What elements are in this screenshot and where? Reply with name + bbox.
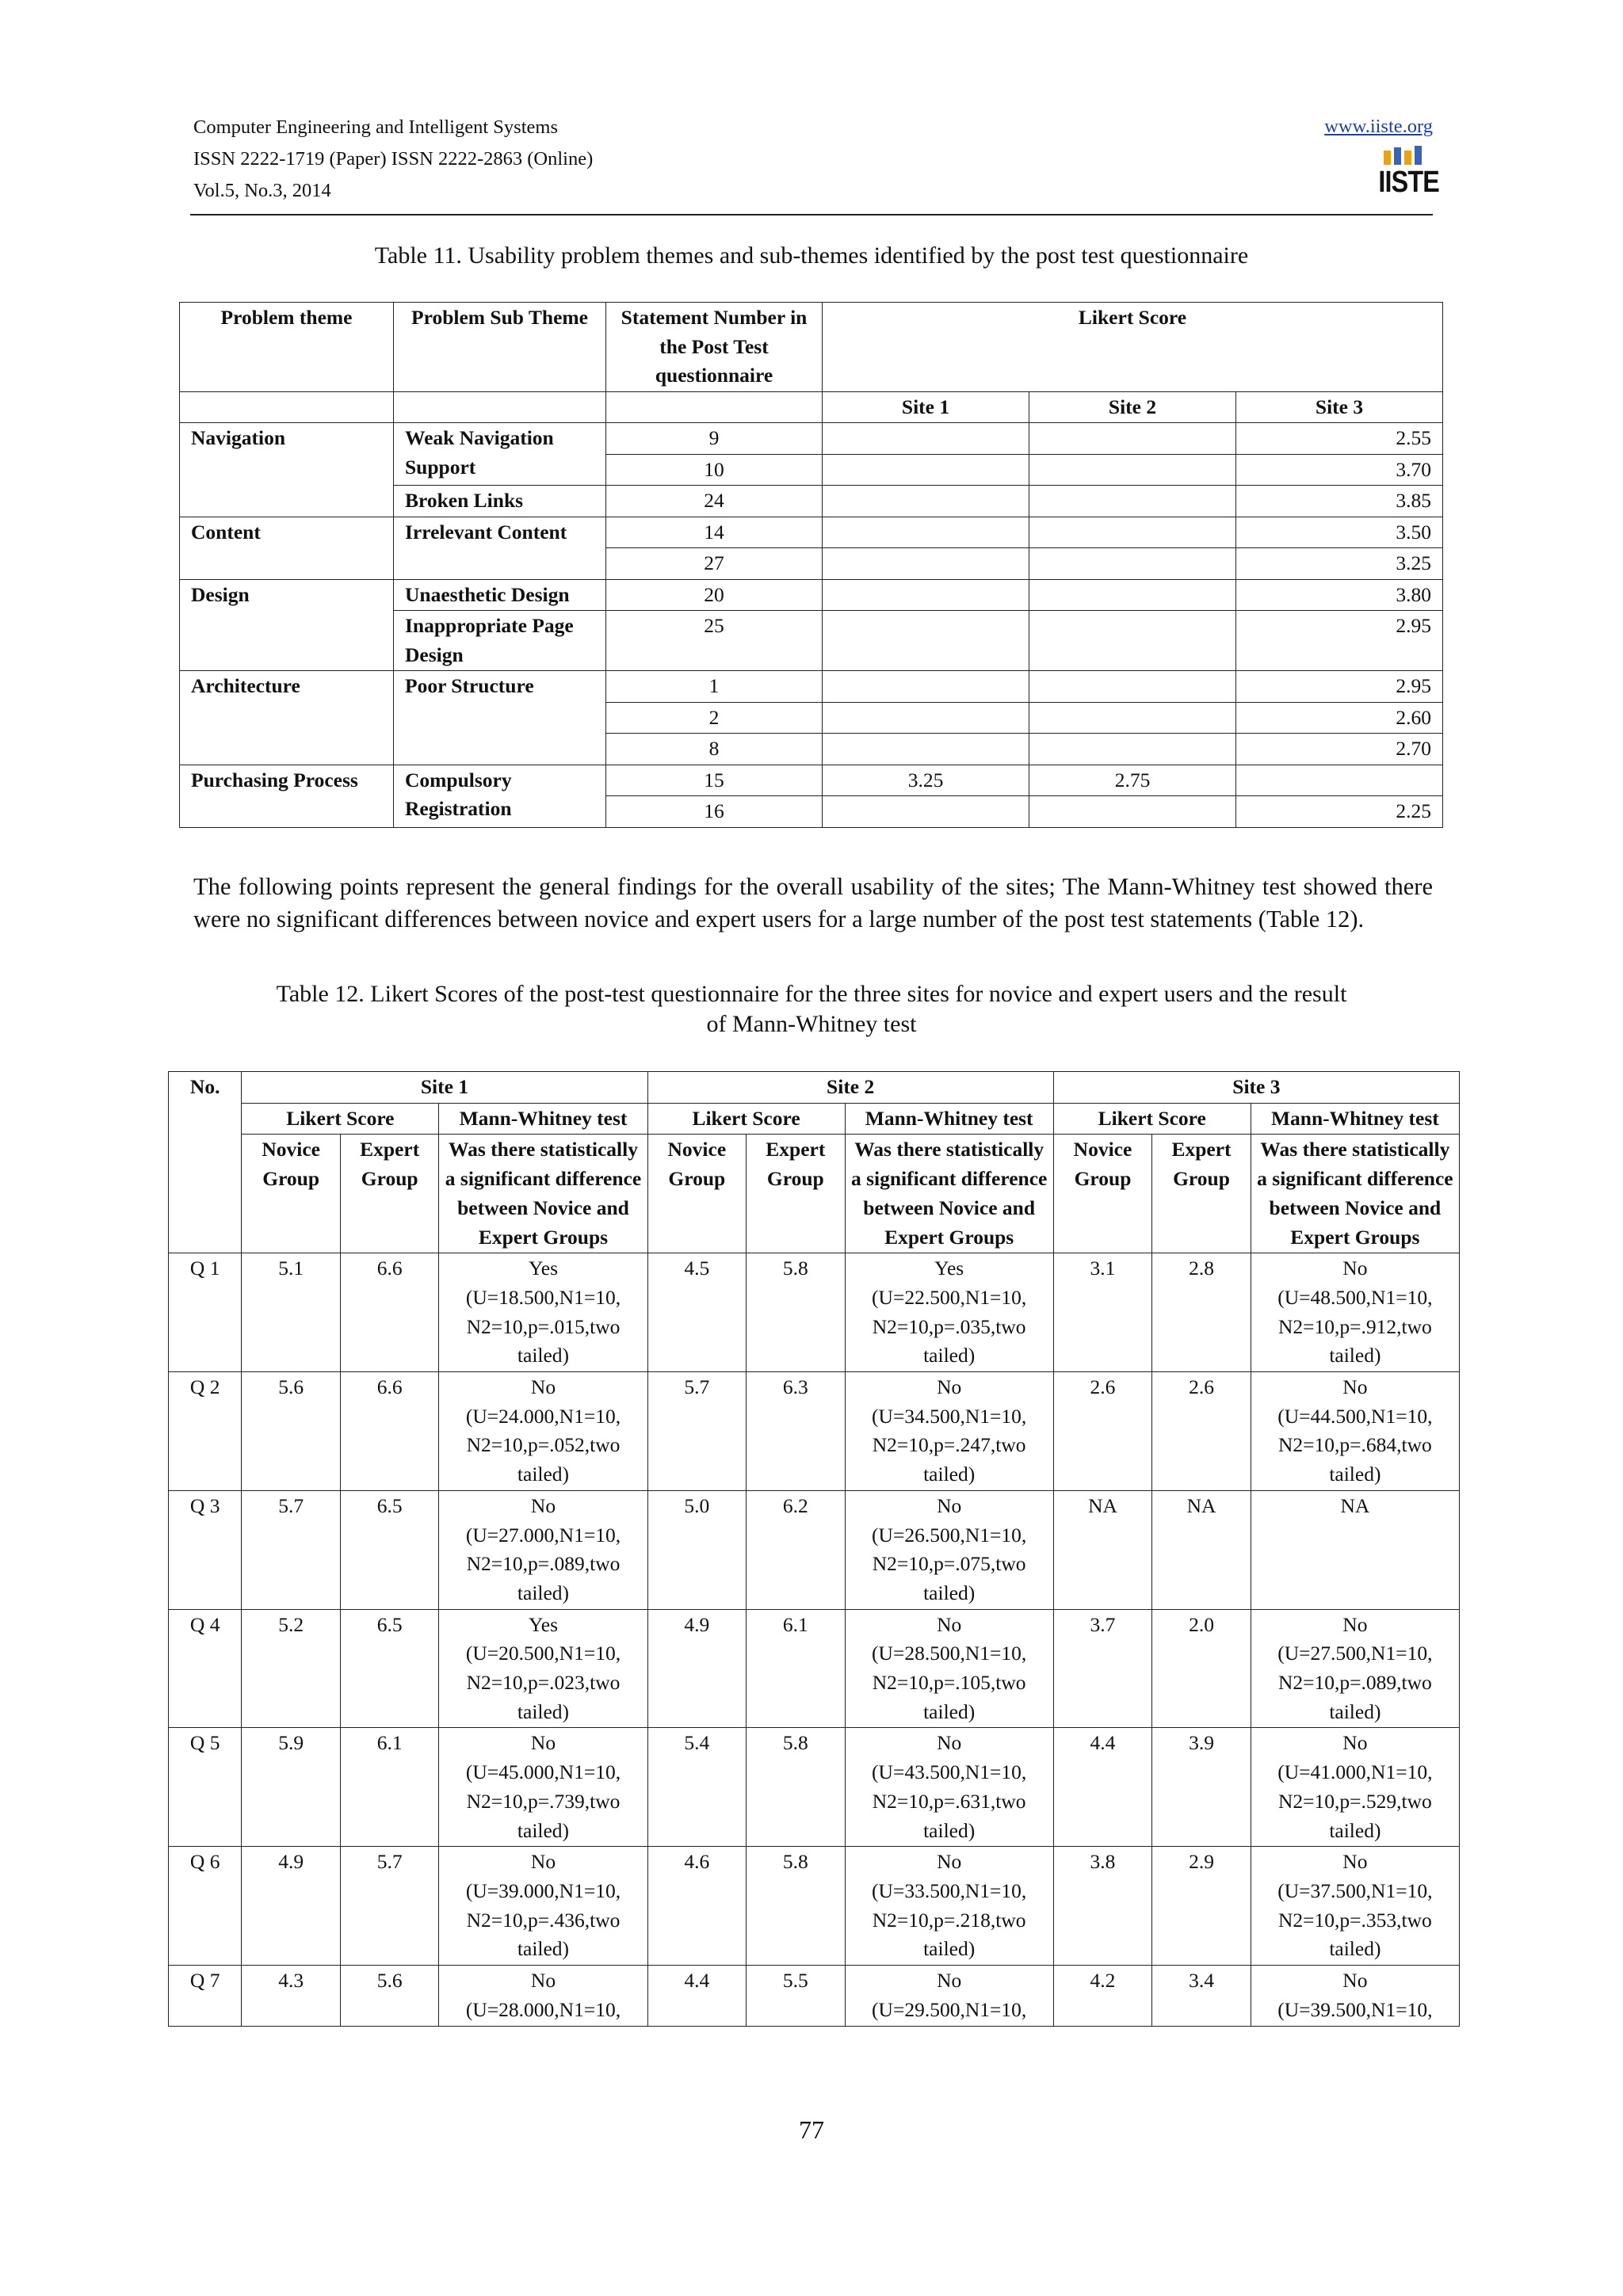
test-statistics: (U=34.500,N1=10, N2=10,p=.247,two tailed)	[872, 1404, 1027, 1486]
novice-score: 5.4	[647, 1728, 747, 1847]
table-row	[180, 579, 1443, 611]
site1-score	[823, 611, 1029, 671]
subtheme-cell: Poor Structure	[394, 671, 606, 765]
test-statistics: (U=24.000,N1=10, N2=10,p=.052,two tailed)	[465, 1404, 621, 1486]
mann-whitney-result	[1251, 1609, 1459, 1728]
site1-score: 3.25	[823, 765, 1029, 796]
novice-score: 2.6	[1053, 1372, 1152, 1491]
question-number: Q 5	[169, 1728, 242, 1847]
table-row	[180, 517, 1443, 548]
logo-bars	[1374, 146, 1431, 165]
table-row	[169, 1372, 1460, 1491]
header-rule	[190, 214, 1433, 215]
significance-answer: No	[937, 1731, 962, 1755]
test-statistics: (U=27.000,N1=10, N2=10,p=.089,two tailed)	[465, 1523, 621, 1604]
novice-score: 5.6	[242, 1372, 341, 1491]
novice-score: 3.1	[1053, 1253, 1152, 1372]
test-statistics: (U=39.500,N1=10,	[1277, 1997, 1433, 2021]
expert-score: 6.1	[340, 1728, 439, 1847]
statement-cell: 10	[606, 454, 823, 486]
th-no: No.	[169, 1072, 242, 1253]
test-statistics: (U=20.500,N1=10, N2=10,p=.023,two tailed)	[465, 1642, 621, 1723]
mann-whitney-result	[1251, 1966, 1459, 2026]
statement-cell: 25	[606, 611, 823, 671]
expert-score: 5.8	[747, 1847, 846, 1966]
theme-cell: Design	[180, 579, 394, 671]
logo-bar	[1394, 147, 1401, 165]
significance-answer: No	[1342, 1257, 1368, 1280]
mann-whitney-result	[845, 1490, 1053, 1609]
significance-answer: No	[530, 1375, 556, 1399]
expert-score: 6.3	[747, 1372, 846, 1491]
th-problem-subtheme: Problem Sub Theme	[394, 303, 606, 392]
th-significance-question: Was there statistically a significant difference between Novice and Expert Groups	[845, 1135, 1053, 1253]
test-statistics: (U=28.000,N1=10,	[465, 1997, 621, 2021]
novice-score: 5.7	[647, 1372, 747, 1491]
expert-score: 5.8	[747, 1253, 846, 1372]
significance-answer: NA	[1340, 1493, 1370, 1517]
theme-cell: Architecture	[180, 671, 394, 765]
expert-score: 6.1	[747, 1609, 846, 1728]
site1-score	[823, 579, 1029, 611]
table-cell	[394, 391, 606, 423]
question-number: Q 7	[169, 1966, 242, 2026]
th-site3: Site 3	[1053, 1072, 1459, 1104]
th-site1: Site 1	[823, 391, 1029, 423]
expert-score: 5.8	[747, 1728, 846, 1847]
site1-score	[823, 517, 1029, 548]
expert-score: 6.5	[340, 1490, 439, 1609]
statement-cell: 1	[606, 671, 823, 703]
site1-score	[823, 671, 1029, 703]
site1-score	[823, 486, 1029, 517]
th-likert-score: Likert Score	[1053, 1103, 1251, 1135]
significance-answer: No	[937, 1850, 962, 1874]
mann-whitney-result	[845, 1728, 1053, 1847]
th-novice: Novice Group	[1053, 1135, 1152, 1253]
novice-score: 5.7	[242, 1490, 341, 1609]
issn-line: ISSN 2222-1719 (Paper) ISSN 2222-2863 (Online)	[193, 148, 594, 170]
novice-score: 3.8	[1053, 1847, 1152, 1966]
site1-score	[823, 454, 1029, 486]
logo-bar	[1404, 151, 1411, 165]
significance-answer: No	[1342, 1612, 1368, 1636]
test-statistics: (U=27.500,N1=10, N2=10,p=.089,two tailed)	[1277, 1642, 1433, 1723]
test-statistics: (U=37.500,N1=10, N2=10,p=.353,two tailed)	[1277, 1878, 1433, 1961]
volume-line: Vol.5, No.3, 2014	[193, 180, 331, 201]
logo-text: IISTE	[1378, 166, 1439, 199]
significance-answer: No	[1342, 1850, 1368, 1874]
th-site2: Site 2	[1029, 391, 1236, 423]
statement-cell: 16	[606, 796, 823, 828]
expert-score: 6.6	[340, 1372, 439, 1491]
significance-answer: No	[530, 1850, 556, 1874]
table-row	[169, 1847, 1460, 1966]
statement-cell: 15	[606, 765, 823, 796]
th-novice: Novice Group	[647, 1135, 747, 1253]
table-cell	[606, 391, 823, 423]
significance-answer: Yes	[528, 1257, 559, 1280]
test-statistics: (U=45.000,N1=10, N2=10,p=.739,two tailed)	[465, 1760, 621, 1842]
th-likert-score: Likert Score	[823, 303, 1443, 392]
site3-score: 2.95	[1236, 671, 1443, 703]
site3-score: 3.50	[1236, 517, 1443, 548]
th-site2: Site 2	[647, 1072, 1053, 1104]
table-row	[169, 1966, 1460, 2026]
table-row	[169, 1609, 1460, 1728]
mann-whitney-result	[845, 1609, 1053, 1728]
site2-score	[1029, 671, 1236, 703]
test-statistics: (U=41.000,N1=10, N2=10,p=.529,two tailed)	[1277, 1760, 1433, 1842]
mann-whitney-result	[845, 1372, 1053, 1491]
table11-site-row	[180, 391, 1443, 423]
site1-score	[823, 734, 1029, 765]
novice-score: 4.9	[242, 1847, 341, 1966]
table-row	[169, 1253, 1460, 1372]
th-problem-theme: Problem theme	[180, 303, 394, 392]
theme-cell: Content	[180, 517, 394, 579]
question-number: Q 6	[169, 1847, 242, 1966]
th-mann-whitney: Mann-Whitney test	[845, 1103, 1053, 1135]
expert-score: 2.0	[1152, 1609, 1251, 1728]
table12-group-row	[169, 1135, 1460, 1253]
expert-score: NA	[1152, 1490, 1251, 1609]
subtheme-cell: Compulsory Registration	[394, 765, 606, 827]
site2-score	[1029, 579, 1236, 611]
th-likert-score: Likert Score	[647, 1103, 845, 1135]
subtheme-cell: Unaesthetic Design	[394, 579, 606, 611]
significance-answer: No	[937, 1612, 962, 1636]
mann-whitney-result	[1251, 1253, 1459, 1372]
novice-score: 4.2	[1053, 1966, 1152, 2026]
th-significance-question: Was there statistically a significant difference between Novice and Expert Groups	[1251, 1135, 1459, 1253]
website-link[interactable]: www.iiste.org	[1324, 116, 1433, 137]
statement-cell: 2	[606, 702, 823, 734]
site3-score: 3.70	[1236, 454, 1443, 486]
theme-cell: Navigation	[180, 423, 394, 517]
novice-score: 4.3	[242, 1966, 341, 2026]
significance-answer: No	[937, 1493, 962, 1517]
th-expert: Expert Group	[1152, 1135, 1251, 1253]
significance-answer: No	[1342, 1969, 1368, 1993]
journal-title: Computer Engineering and Intelligent Systems	[193, 116, 558, 138]
site3-score: 2.60	[1236, 702, 1443, 734]
site2-score: 2.75	[1029, 765, 1236, 796]
significance-answer: Yes	[934, 1257, 964, 1280]
expert-score: 2.8	[1152, 1253, 1251, 1372]
table-row	[180, 423, 1443, 455]
significance-answer: No	[1342, 1731, 1368, 1755]
novice-score: 4.9	[647, 1609, 747, 1728]
novice-score: 5.0	[647, 1490, 747, 1609]
site3-score: 3.85	[1236, 486, 1443, 517]
site2-score	[1029, 548, 1236, 580]
site1-score	[823, 702, 1029, 734]
novice-score: 5.2	[242, 1609, 341, 1728]
significance-answer: No	[937, 1375, 962, 1399]
question-number: Q 1	[169, 1253, 242, 1372]
significance-answer: No	[937, 1969, 962, 1993]
th-mann-whitney: Mann-Whitney test	[439, 1103, 647, 1135]
mann-whitney-result	[439, 1847, 647, 1966]
site1-score	[823, 423, 1029, 455]
table12-body	[169, 1253, 1460, 2026]
th-site1: Site 1	[242, 1072, 647, 1104]
mann-whitney-result	[439, 1966, 647, 2026]
site1-score	[823, 548, 1029, 580]
table11-header-row	[180, 303, 1443, 392]
th-significance-question: Was there statistically a significant difference between Novice and Expert Groups	[439, 1135, 647, 1253]
site2-score	[1029, 423, 1236, 455]
test-statistics: (U=26.500,N1=10, N2=10,p=.075,two tailed)	[872, 1523, 1027, 1604]
site3-score: 3.80	[1236, 579, 1443, 611]
table12-subheader-row	[169, 1103, 1460, 1135]
table-row	[169, 1490, 1460, 1609]
test-statistics: (U=39.000,N1=10, N2=10,p=.436,two tailed)	[465, 1878, 621, 1961]
table12-caption-line2: of Mann-Whitney test	[706, 1011, 917, 1037]
th-expert: Expert Group	[340, 1135, 439, 1253]
mann-whitney-result	[1251, 1728, 1459, 1847]
significance-answer: No	[1342, 1375, 1368, 1399]
expert-score: 5.5	[747, 1966, 846, 2026]
novice-score: 4.6	[647, 1847, 747, 1966]
novice-score: 5.1	[242, 1253, 341, 1372]
test-statistics: (U=43.500,N1=10, N2=10,p=.631,two tailed)	[872, 1760, 1027, 1842]
th-site3: Site 3	[1236, 391, 1443, 423]
significance-answer: No	[530, 1493, 556, 1517]
table-12	[168, 1071, 1460, 2027]
statement-cell: 27	[606, 548, 823, 580]
statement-cell: 24	[606, 486, 823, 517]
iiste-logo	[1374, 146, 1439, 206]
mann-whitney-result	[439, 1728, 647, 1847]
mann-whitney-result	[845, 1847, 1053, 1966]
site2-score	[1029, 486, 1236, 517]
test-statistics: (U=22.500,N1=10, N2=10,p=.035,two tailed)	[872, 1285, 1027, 1367]
site2-score	[1029, 454, 1236, 486]
th-likert-score: Likert Score	[242, 1103, 439, 1135]
site2-score	[1029, 796, 1236, 828]
th-mann-whitney: Mann-Whitney test	[1251, 1103, 1459, 1135]
test-statistics: (U=18.500,N1=10, N2=10,p=.015,two tailed)	[465, 1285, 621, 1367]
site1-score	[823, 796, 1029, 828]
theme-cell: Purchasing Process	[180, 765, 394, 827]
statement-cell: 14	[606, 517, 823, 548]
mann-whitney-result	[439, 1490, 647, 1609]
mann-whitney-result	[439, 1609, 647, 1728]
expert-score: 3.4	[1152, 1966, 1251, 2026]
question-number: Q 4	[169, 1609, 242, 1728]
table-11	[179, 302, 1443, 828]
test-statistics: (U=44.500,N1=10, N2=10,p=.684,two tailed)	[1277, 1404, 1433, 1486]
site3-score: 2.55	[1236, 423, 1443, 455]
site3-score: 2.70	[1236, 734, 1443, 765]
table11-caption: Table 11. Usability problem themes and sub-themes identified by the post test questionnaire	[374, 242, 1249, 269]
statement-cell: 8	[606, 734, 823, 765]
mann-whitney-result	[845, 1253, 1053, 1372]
page-number: 77	[799, 2115, 824, 2144]
novice-score: 3.7	[1053, 1609, 1152, 1728]
site3-score	[1236, 765, 1443, 796]
table-row	[169, 1728, 1460, 1847]
test-statistics: (U=33.500,N1=10, N2=10,p=.218,two tailed)	[872, 1878, 1027, 1961]
table12-site-row	[169, 1072, 1460, 1104]
th-novice: Novice Group	[242, 1135, 341, 1253]
subtheme-cell: Weak Navigation Support	[394, 423, 606, 486]
mann-whitney-result	[439, 1372, 647, 1491]
table-row	[180, 765, 1443, 796]
mann-whitney-result	[439, 1253, 647, 1372]
table12-caption-line1: Table 12. Likert Scores of the post-test questionnaire for the three sites for novice and expert users and the result	[276, 981, 1347, 1007]
expert-score: 5.7	[340, 1847, 439, 1966]
expert-score: 6.5	[340, 1609, 439, 1728]
site3-score: 2.25	[1236, 796, 1443, 828]
test-statistics: (U=29.500,N1=10,	[872, 1997, 1027, 2021]
novice-score: 5.9	[242, 1728, 341, 1847]
table-cell	[180, 391, 394, 423]
logo-bar	[1384, 151, 1391, 165]
novice-score: 4.4	[647, 1966, 747, 2026]
novice-score: 4.4	[1053, 1728, 1152, 1847]
mann-whitney-result	[1251, 1490, 1459, 1609]
statement-cell: 20	[606, 579, 823, 611]
expert-score: 5.6	[340, 1966, 439, 2026]
th-expert: Expert Group	[747, 1135, 846, 1253]
site2-score	[1029, 611, 1236, 671]
th-statement-number: Statement Number in the Post Test questionnaire	[606, 303, 823, 392]
table-row	[180, 671, 1443, 703]
expert-score: 3.9	[1152, 1728, 1251, 1847]
site3-score: 3.25	[1236, 548, 1443, 580]
expert-score: 2.9	[1152, 1847, 1251, 1966]
question-number: Q 2	[169, 1372, 242, 1491]
statement-cell: 9	[606, 423, 823, 455]
site2-score	[1029, 517, 1236, 548]
subtheme-cell: Broken Links	[394, 486, 606, 517]
site3-score: 2.95	[1236, 611, 1443, 671]
mann-whitney-result	[845, 1966, 1053, 2026]
subtheme-cell: Inappropriate Page Design	[394, 611, 606, 671]
mann-whitney-result	[1251, 1847, 1459, 1966]
expert-score: 6.2	[747, 1490, 846, 1609]
significance-answer: No	[530, 1731, 556, 1755]
site2-score	[1029, 734, 1236, 765]
novice-score: 4.5	[647, 1253, 747, 1372]
question-number: Q 3	[169, 1490, 242, 1609]
mann-whitney-result	[1251, 1372, 1459, 1491]
significance-answer: No	[530, 1969, 556, 1993]
test-statistics: (U=48.500,N1=10, N2=10,p=.912,two tailed)	[1277, 1285, 1433, 1367]
expert-score: 2.6	[1152, 1372, 1251, 1491]
subtheme-cell: Irrelevant Content	[394, 517, 606, 579]
novice-score: NA	[1053, 1490, 1152, 1609]
logo-bar	[1415, 146, 1422, 165]
test-statistics: (U=28.500,N1=10, N2=10,p=.105,two tailed)	[872, 1642, 1027, 1723]
site2-score	[1029, 702, 1236, 734]
expert-score: 6.6	[340, 1253, 439, 1372]
findings-paragraph: The following points represent the general findings for the overall usability of the sites; The Mann-Whitney test showed there were no significant differences between novice and expert users for a large number of the post test statements (Table 12).	[193, 873, 1433, 933]
significance-answer: Yes	[528, 1612, 559, 1636]
